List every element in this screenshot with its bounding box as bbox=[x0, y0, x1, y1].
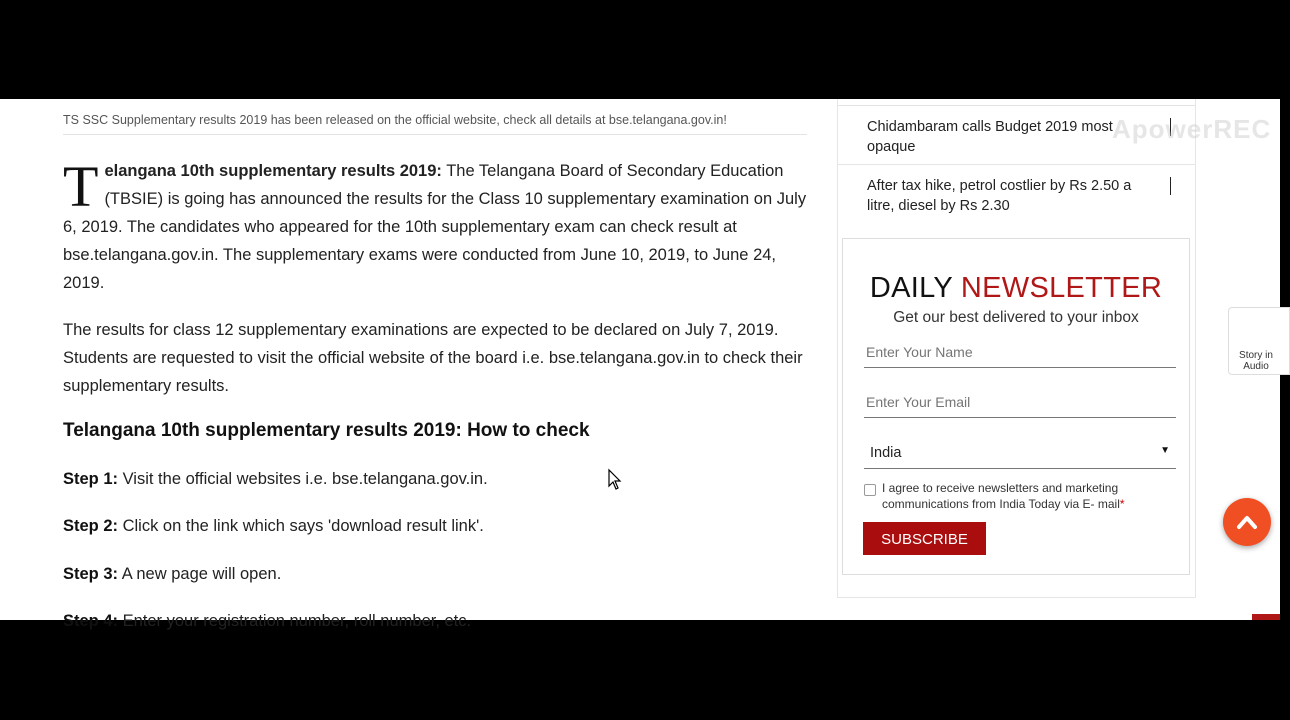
mouse-cursor-icon bbox=[608, 469, 622, 491]
newsletter-title bbox=[843, 272, 1189, 305]
step-item bbox=[63, 612, 471, 631]
consent-row bbox=[864, 481, 1164, 512]
intro-text: The Telangana Board of Secondary Education (TBSIE) is going has announced the results for the Class 10 supplementary examination on July 6, 2019. The candidates who appeared for the 10th supplementary exam can check result at bse.telangana.gov.in. The supplementary exams were conducted from June 10, 2019, to June 24, 2019. bbox=[63, 162, 807, 292]
step-item bbox=[63, 470, 488, 489]
step-item bbox=[63, 517, 484, 536]
story-in-audio-label: Story in Audio bbox=[1239, 350, 1273, 372]
newsletter-title-newsletter: NEWSLETTER bbox=[960, 272, 1163, 304]
story-in-audio-button[interactable] bbox=[1228, 307, 1290, 375]
consent-text bbox=[882, 481, 1164, 512]
step-text: Click on the link which says 'download result link'. bbox=[118, 517, 484, 535]
text-caret bbox=[1170, 177, 1171, 195]
step-label: Step 3: bbox=[63, 565, 119, 583]
intro-lead: elangana 10th supplementary results 2019: bbox=[104, 162, 442, 180]
howto-heading: Telangana 10th supplementary results 2019: How to check bbox=[63, 420, 590, 441]
page-viewport bbox=[0, 99, 1280, 630]
step-item bbox=[63, 565, 281, 584]
dropcap: T bbox=[63, 154, 99, 219]
divider bbox=[838, 105, 1195, 106]
name-input[interactable] bbox=[866, 344, 1176, 360]
step-text: Enter your registration number, roll number, etc. bbox=[118, 612, 472, 630]
newsletter-subtitle: Get our best delivered to your inbox bbox=[893, 309, 1139, 326]
article-intro bbox=[63, 154, 808, 297]
news-link[interactable]: After tax hike, petrol costlier by Rs 2.50 a litre, diesel by Rs 2.30 bbox=[867, 178, 1132, 214]
consent-checkbox[interactable] bbox=[864, 484, 876, 496]
image-caption: TS SSC Supplementary results 2019 has been released on the official website, check all details at bse.telangana.gov.in! bbox=[63, 113, 807, 135]
required-mark: * bbox=[1119, 496, 1125, 511]
name-field bbox=[864, 344, 1176, 368]
country-value: India bbox=[870, 445, 902, 461]
newsletter-box bbox=[842, 238, 1190, 575]
chevron-up-icon bbox=[1236, 512, 1258, 532]
scroll-to-top-button[interactable] bbox=[1223, 498, 1271, 546]
country-select[interactable] bbox=[864, 445, 1176, 469]
step-label: Step 1: bbox=[63, 470, 119, 488]
subscribe-button[interactable]: SUBSCRIBE bbox=[863, 522, 986, 555]
step-text: A new page will open. bbox=[118, 565, 282, 583]
step-text: Visit the official websites i.e. bse.telangana.gov.in. bbox=[118, 470, 488, 488]
caret-down-icon: ▼ bbox=[1160, 445, 1170, 456]
consent-label: I agree to receive newsletters and marketing communications from India Today via E- mail bbox=[882, 481, 1120, 511]
corner-tab[interactable] bbox=[1252, 614, 1280, 620]
divider bbox=[838, 164, 1195, 165]
step-label: Step 4: bbox=[63, 612, 119, 630]
sidebar bbox=[837, 99, 1196, 598]
email-field bbox=[864, 394, 1176, 418]
recorder-watermark: ApowerREC bbox=[1112, 114, 1272, 144]
newsletter-title-daily: DAILY bbox=[869, 272, 961, 304]
news-link[interactable]: Chidambaram calls Budget 2019 most opaque bbox=[867, 119, 1113, 155]
article-paragraph: The results for class 12 supplementary examinations are expected to be declared on July 7, 2019. Students are requested to visit the official website of the board i.e. bse.telangana.gov.in to check their supplementary results. bbox=[63, 321, 803, 395]
email-input[interactable] bbox=[866, 394, 1176, 410]
step-label: Step 2: bbox=[63, 517, 119, 535]
